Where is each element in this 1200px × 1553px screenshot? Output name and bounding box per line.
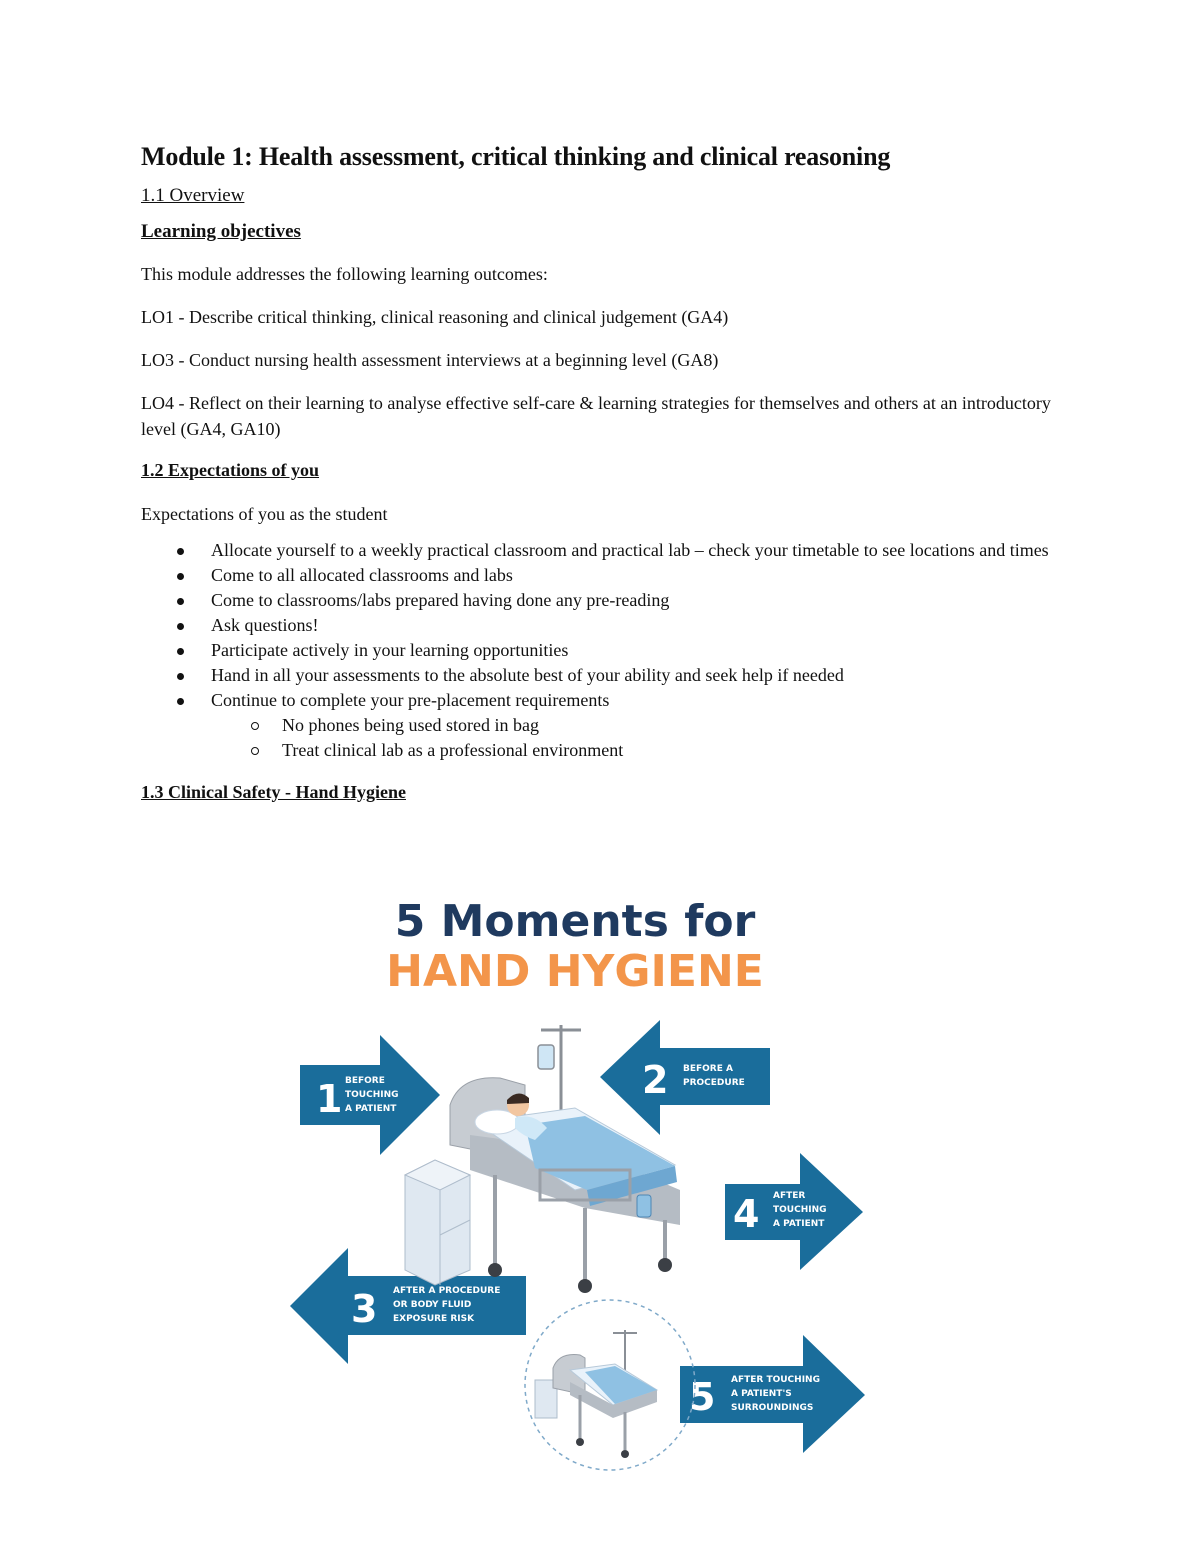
poster-title-line2: HAND HYGIENE xyxy=(386,946,764,997)
moment-label: OR BODY FLUID xyxy=(393,1300,472,1310)
expectations-list xyxy=(141,538,1061,763)
moment-label: AFTER A PROCEDURE xyxy=(393,1286,501,1296)
moment-label: PROCEDURE xyxy=(683,1078,745,1088)
moment-label: AFTER xyxy=(773,1191,806,1201)
hand-hygiene-poster xyxy=(285,890,885,1490)
moment-label: A PATIENT'S xyxy=(731,1389,792,1399)
list-item: Participate actively in your learning opportunities xyxy=(141,638,1061,663)
list-item: Ask questions! xyxy=(141,613,1061,638)
moment-number: 1 xyxy=(316,1077,343,1121)
page-title: Module 1: Health assessment, critical thinking and clinical reasoning xyxy=(141,142,891,171)
list-item-text: Continue to complete your pre-placement requirements xyxy=(211,689,610,710)
list-item: Hand in all your assessments to the absolute best of your ability and seek help if needed xyxy=(141,663,1061,688)
learning-outcome: LO3 - Conduct nursing health assessment interviews at a beginning level (GA8) xyxy=(141,350,719,371)
moment-label: A PATIENT xyxy=(773,1219,825,1229)
moment-5-arrow xyxy=(680,1335,865,1453)
moment-label: TOUCHING xyxy=(773,1205,827,1215)
poster-title-line1: 5 Moments for xyxy=(394,896,756,947)
moment-label: A PATIENT xyxy=(345,1104,397,1114)
moment-number: 4 xyxy=(733,1192,760,1236)
moment-number: 5 xyxy=(689,1375,716,1419)
moment-1-arrow xyxy=(300,1035,440,1155)
objectives-intro: This module addresses the following learning outcomes: xyxy=(141,264,548,285)
moment-label: BEFORE A xyxy=(683,1064,733,1074)
patient-surroundings-icon xyxy=(525,1300,695,1470)
document-page xyxy=(141,140,1061,822)
expectations-intro: Expectations of you as the student xyxy=(141,503,388,524)
learning-outcome: LO1 - Describe critical thinking, clinical reasoning and clinical judgement (GA4) xyxy=(141,307,729,328)
section-heading-expectations: 1.2 Expectations of you xyxy=(141,460,320,481)
moment-2-arrow xyxy=(600,1020,770,1135)
list-item: Allocate yourself to a weekly practical classroom and practical lab – check your timetable to see locations and times xyxy=(141,538,1061,563)
moment-label: SURROUNDINGS xyxy=(731,1403,814,1413)
moment-label: TOUCHING xyxy=(345,1090,399,1100)
moment-label: BEFORE xyxy=(345,1076,385,1086)
hand-hygiene-illustration xyxy=(285,890,885,1490)
list-item: Come to all allocated classrooms and labs xyxy=(141,563,1061,588)
moment-label: AFTER TOUCHING xyxy=(731,1375,820,1385)
moment-number: 2 xyxy=(642,1058,669,1102)
learning-outcome: LO4 - Reflect on their learning to analyse effective self-care & learning strategies for themselves and others at an introductory level (GA4, GA10) xyxy=(141,393,1051,440)
sub-list xyxy=(211,713,1061,763)
section-heading-hand-hygiene: 1.3 Clinical Safety - Hand Hygiene xyxy=(141,781,406,802)
sub-list-item: No phones being used stored in bag xyxy=(211,713,1061,738)
moment-number: 3 xyxy=(351,1287,378,1331)
moment-4-arrow xyxy=(725,1153,863,1270)
moment-label: EXPOSURE RISK xyxy=(393,1314,475,1324)
subheading-learning-objectives: Learning objectives xyxy=(141,221,301,243)
sub-list-item: Treat clinical lab as a professional environment xyxy=(211,738,1061,763)
list-item: Come to classrooms/labs prepared having done any pre-reading xyxy=(141,588,1061,613)
section-heading-overview: 1.1 Overview xyxy=(141,184,245,206)
list-item xyxy=(141,688,1061,763)
